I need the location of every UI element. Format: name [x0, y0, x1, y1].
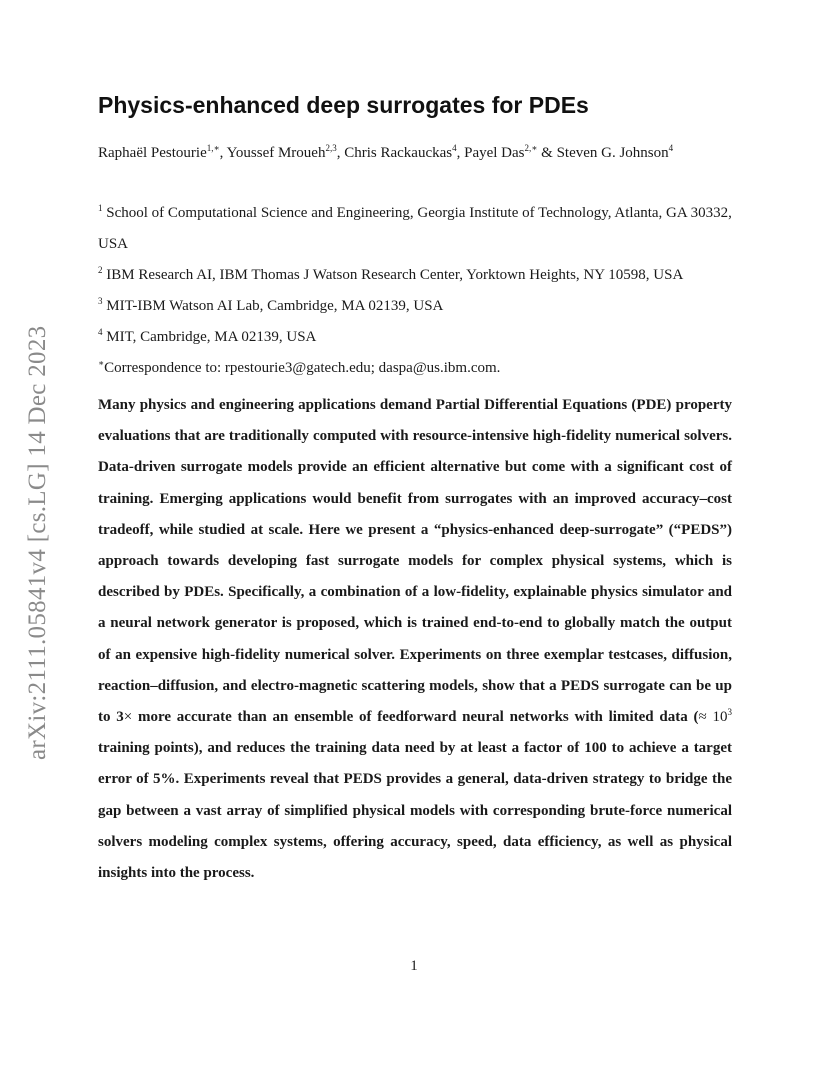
author-affiliation-mark: 4	[452, 143, 457, 153]
exponent: 3	[727, 707, 732, 718]
abstract	[98, 390, 732, 889]
author-name: Steven G. Johnson	[556, 145, 669, 161]
author-list	[98, 145, 748, 162]
arxiv-identifier-stamp: arXiv:2111.05841v4 [cs.LG] 14 Dec 2023	[24, 325, 51, 760]
affiliation-text: MIT-IBM Watson AI Lab, Cambridge, MA 02139, USA	[106, 298, 444, 314]
affiliation-mark: 3	[98, 296, 103, 306]
correspondence-note	[98, 353, 738, 384]
affiliation	[98, 260, 738, 291]
author	[344, 145, 464, 161]
affiliation	[98, 291, 738, 322]
affiliation-mark: 2	[98, 265, 103, 275]
author-name: Chris Rackauckas	[344, 145, 453, 161]
author-name: Youssef Mroueh	[226, 145, 326, 161]
author-affiliation-mark: 2,∗	[524, 143, 538, 153]
affiliation-text: MIT, Cambridge, MA 02139, USA	[106, 329, 317, 345]
author-separator: ,	[219, 145, 227, 161]
correspondence-mark: ∗	[98, 358, 105, 368]
affiliation-mark: 4	[98, 327, 103, 337]
affiliation-text: School of Computational Science and Engineering, Georgia Institute of Technology, Atlanta, GA 30332, USA	[98, 205, 732, 252]
author-affiliation-mark: 4	[668, 143, 674, 153]
author-affiliation-mark: 1,∗	[206, 143, 220, 153]
author-separator: &	[537, 145, 557, 161]
author-separator: ,	[336, 145, 345, 161]
page-number: 1	[410, 958, 418, 974]
author-affiliation-mark: 2,3	[325, 143, 337, 153]
abstract-text: more accurate than an ensemble of feedforward neural networks with limited data (	[132, 709, 699, 726]
paper-title: Physics-enhanced deep surrogates for PDEs	[98, 92, 589, 118]
affiliation-mark: 1	[98, 203, 103, 213]
author	[464, 145, 556, 161]
affiliation-text: IBM Research AI, IBM Thomas J Watson Research Center, Yorktown Heights, NY 10598, USA	[106, 267, 684, 283]
abstract-text: Many physics and engineering applications demand Partial Differential Equations (PDE) property evaluations that are traditionally computed with resource-intensive high-fidelity numerical solvers. Data-driven surrogate models provide an efficient alternative but come with a significant cost of training. Emerging applications would benefit from surrogates with an improved accuracy–cost tradeoff, while studied at scale. Here we present a “physics-enhanced deep-surrogate” (“PEDS”) approach towards developing fast surrogate models for complex physical systems, which is described by PDEs. Specifically, a combination of a low-fidelity, explainable physics simulator and a neural network generator is proposed, which is trained end-to-end to globally match the output of an expensive high-fidelity numerical solver. Experiments on three exemplar testcases, diffusion, reaction–diffusion, and electro-magnetic scattering models, show that a PEDS surrogate can be up to 3	[98, 397, 732, 726]
correspondence-text: Correspondence to: rpestourie3@gatech.edu; daspa@us.ibm.com.	[104, 360, 501, 376]
author	[227, 145, 345, 161]
author-name: Raphaël Pestourie	[98, 145, 207, 161]
author	[557, 145, 674, 161]
times-symbol: ×	[123, 709, 133, 726]
affiliation	[98, 198, 738, 260]
author	[98, 145, 227, 161]
author-name: Payel Das	[464, 145, 525, 161]
affiliation	[98, 322, 738, 353]
abstract-text: training points), and reduces the training data need by at least a factor of 100 to achieve a target error of 5%. Experiments reveal that PEDS provides a general, data-driven strategy to bridge the gap between a vast array of simplified physical models with corresponding brute-force numerical solvers modeling complex systems, offering accuracy, speed, data efficiency, as well as physical insights into the process.	[98, 740, 732, 882]
author-separator: ,	[456, 145, 465, 161]
approx-expression: ≈ 10	[698, 709, 728, 726]
